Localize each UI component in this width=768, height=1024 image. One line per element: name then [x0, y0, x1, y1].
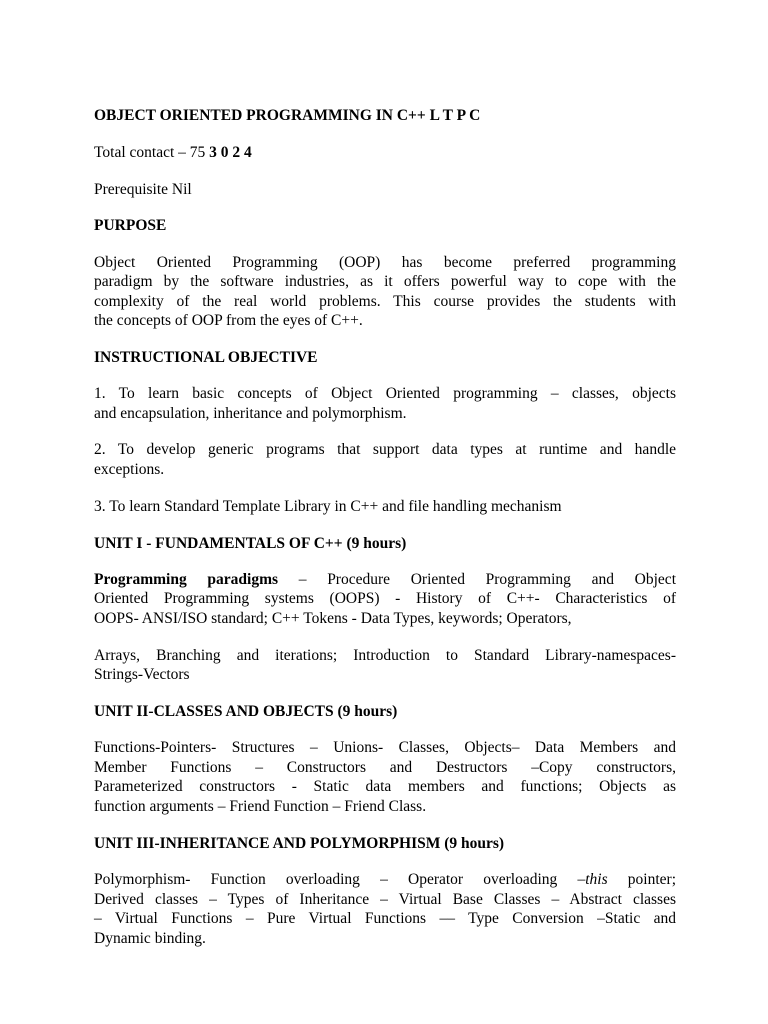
total-contact-label: Total contact – 75 — [94, 144, 210, 161]
objective-2-line: 2. To develop generic programs that support data types at runtime and handle — [94, 441, 676, 458]
unit-3-line-post: pointer; — [607, 871, 677, 888]
purpose-text-line: the concepts of OOP from the eyes of C++. — [94, 312, 363, 329]
unit-3-line: – Virtual Functions – Pure Virtual Functions –– Type Conversion –Static and — [94, 910, 676, 927]
unit-2-line: function arguments – Friend Function – Friend Class. — [94, 798, 427, 815]
unit-2-line: Parameterized constructors - Static data members and functions; Objects as — [94, 778, 676, 795]
unit-3-line: Derived classes – Types of Inheritance – Virtual Base Classes – Abstract classes — [94, 891, 676, 908]
purpose-text-line: complexity of the real world problems. This course provides the students with — [94, 293, 676, 310]
unit-1-line: Oriented Programming systems (OOPS) - History of C++- Characteristics of — [94, 590, 676, 607]
credit-values: 3 0 2 4 — [209, 144, 252, 161]
unit-1-line-rest: – Procedure Oriented Programming and Object — [278, 571, 676, 588]
unit-3-line — [94, 870, 676, 890]
unit-3-line-pre: Polymorphism- Function overloading – Operator overloading – — [94, 871, 586, 888]
unit-2-line: Member Functions – Constructors and Destructors –Copy constructors, — [94, 759, 676, 776]
this-keyword: this — [585, 871, 608, 888]
objective-2-line: exceptions. — [94, 461, 165, 478]
objectives-heading: INSTRUCTIONAL OBJECTIVE — [94, 349, 318, 366]
purpose-heading: PURPOSE — [94, 217, 167, 234]
course-title: OBJECT ORIENTED PROGRAMMING IN C++ L T P C — [94, 107, 481, 124]
purpose-text-line: Object Oriented Programming (OOP) has become preferred programming — [94, 254, 676, 271]
unit-2-heading: UNIT II-CLASSES AND OBJECTS (9 hours) — [94, 703, 398, 720]
unit-3-heading: UNIT III-INHERITANCE AND POLYMORPHISM (9 hours) — [94, 835, 505, 852]
unit-1-para2-line: Arrays, Branching and iterations; Introduction to Standard Library-namespaces- — [94, 647, 676, 664]
objective-3: 3. To learn Standard Template Library in C++ and file handling mechanism — [94, 498, 562, 515]
unit-2-line: Functions-Pointers- Structures – Unions- Classes, Objects– Data Members and — [94, 739, 676, 756]
purpose-text-line: paradigm by the software industries, as it offers powerful way to cope with the — [94, 273, 676, 290]
total-contact — [94, 143, 676, 163]
unit-1-line: OOPS- ANSI/ISO standard; C++ Tokens - Data Types, keywords; Operators, — [94, 610, 572, 627]
unit-1-heading: UNIT I - FUNDAMENTALS OF C++ (9 hours) — [94, 535, 407, 552]
unit-1-para2-line: Strings-Vectors — [94, 666, 190, 683]
objective-1-line: 1. To learn basic concepts of Object Oriented programming – classes, objects — [94, 385, 676, 402]
unit-1-line — [94, 570, 676, 590]
unit-1-lead-term: Programming paradigms — [94, 571, 279, 588]
unit-3-line: Dynamic binding. — [94, 930, 206, 947]
objective-1-line: and encapsulation, inheritance and polymorphism. — [94, 405, 407, 422]
prerequisite: Prerequisite Nil — [94, 181, 192, 198]
